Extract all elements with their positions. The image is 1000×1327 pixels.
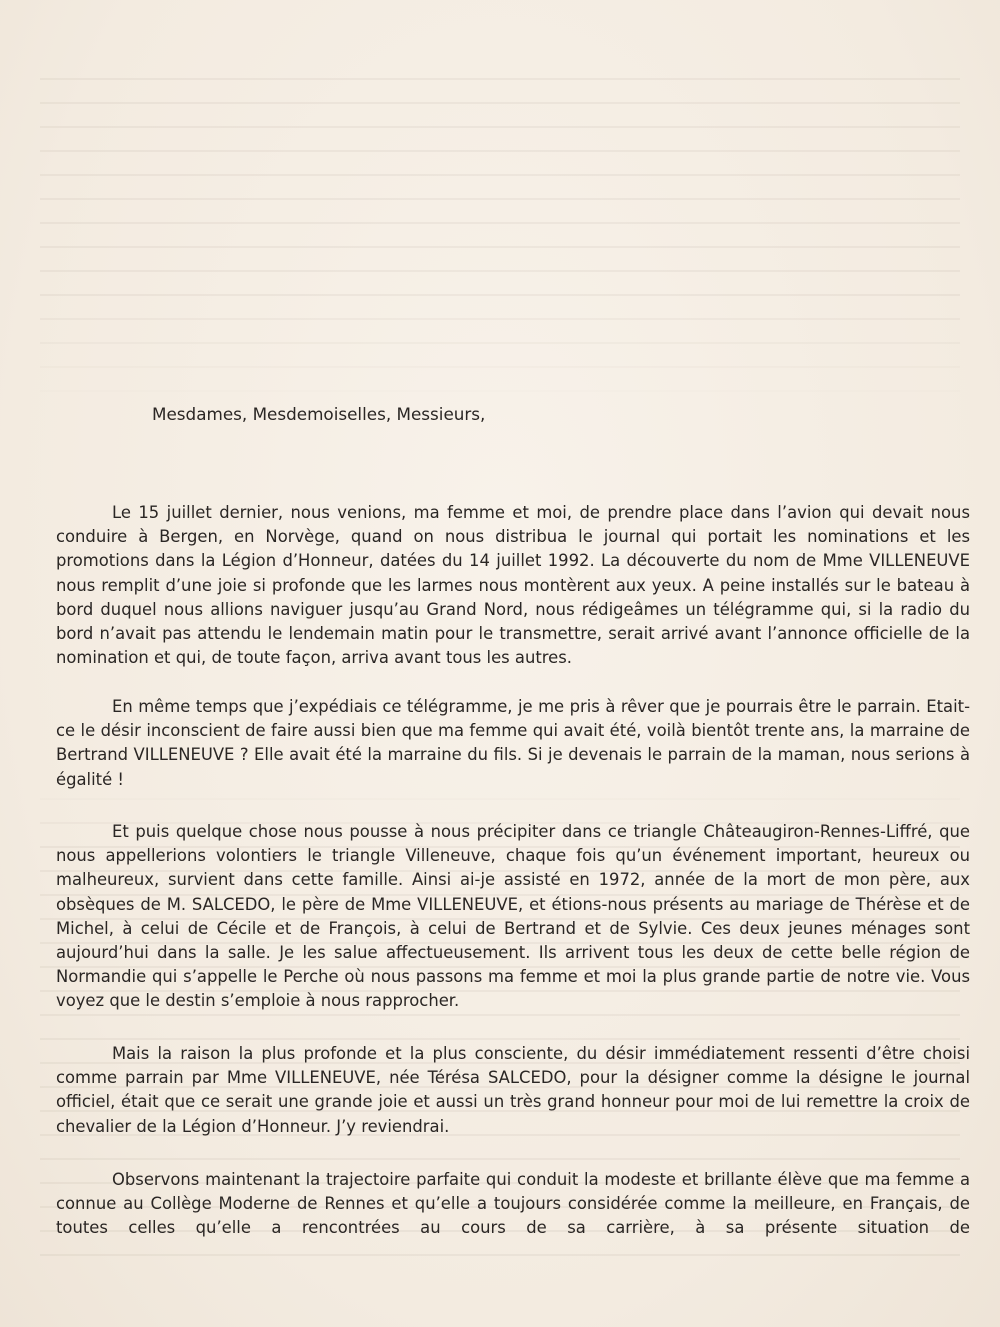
- paragraph-5: Observons maintenant la trajectoire parfaite qui conduit la modeste et brillante élève que ma femme a connue au Collège Moderne de Rennes et qu’elle a toujours considérée comme la meilleure, en Français, de toutes celles qu’elle a rencontrées au cours de sa carrière, à sa présente situation de: [56, 1170, 970, 1238]
- paragraph-3: Et puis quelque chose nous pousse à nous précipiter dans ce triangle Châteaugiron-Rennes-Liffré, que nous appellerions volontiers le triangle Villeneuve, chaque fois qu’un événement important, heureux ou malheureux, survient dans cette famille. Ainsi ai-je assisté en 1972, année de la mort de mon père, aux obsèques de M. SALCEDO, le père de Mme VILLENEUVE, et étions-nous présents au mariage de Thérèse et de Michel, à celui de Cécile et de François, à celui de Bertrand et de Sylvie. Ces deux jeunes ménages sont aujourd’hui dans la salle. Je les salue affectueusement. Ils arrivent tous les deux de cette belle région de Normandie qui s’appelle le Perche où nous passons ma femme et moi la plus grande partie de notre vie. Vous voyez que le destin s’emploie à nous rapprocher.: [56, 822, 970, 1011]
- paragraph-2: En même temps que j’expédiais ce télégramme, je me pris à rêver que je pourrais être le parrain. Etait-ce le désir inconscient de faire aussi bien que ma femme qui avait été, voilà bientôt trente ans, la marraine de Bertrand VILLENEUVE ? Elle avait été la marraine du fils. Si je devenais le parrain de la maman, nous serions à égalité !: [56, 697, 970, 789]
- salutation: Mesdames, Mesdemoiselles, Messieurs,: [152, 404, 486, 424]
- paragraph-4: Mais la raison la plus profonde et la plus consciente, du désir immédiatement ressenti d’être choisi comme parrain par Mme VILLENEUVE, née Térésa SALCEDO, pour la désigner comme la désigne le journal officiel, était que ce serait une grande joie et aussi un très grand honneur pour moi de lui remettre la croix de chevalier de la Légion d’Honneur. J’y reviendrai.: [56, 1044, 970, 1136]
- paragraph-1: Le 15 juillet dernier, nous venions, ma femme et moi, de prendre place dans l’avion qui devait nous conduire à Bergen, en Norvège, quand on nous distribua le journal qui portait les nominations et les promotions dans la Légion d’Honneur, datées du 14 juillet 1992. La découverte du nom de Mme VILLENEUVE nous remplit d’une joie si profonde que les larmes nous montèrent aux yeux. A peine installés sur le bateau à bord duquel nous allions naviguer jusqu’au Grand Nord, nous rédigeâmes un télégramme qui, si la radio du bord n’avait pas attendu le lendemain matin pour le transmettre, serait arrivé avant l’annonce officielle de la nomination et qui, de toute façon, arriva avant tous les autres.: [56, 503, 970, 668]
